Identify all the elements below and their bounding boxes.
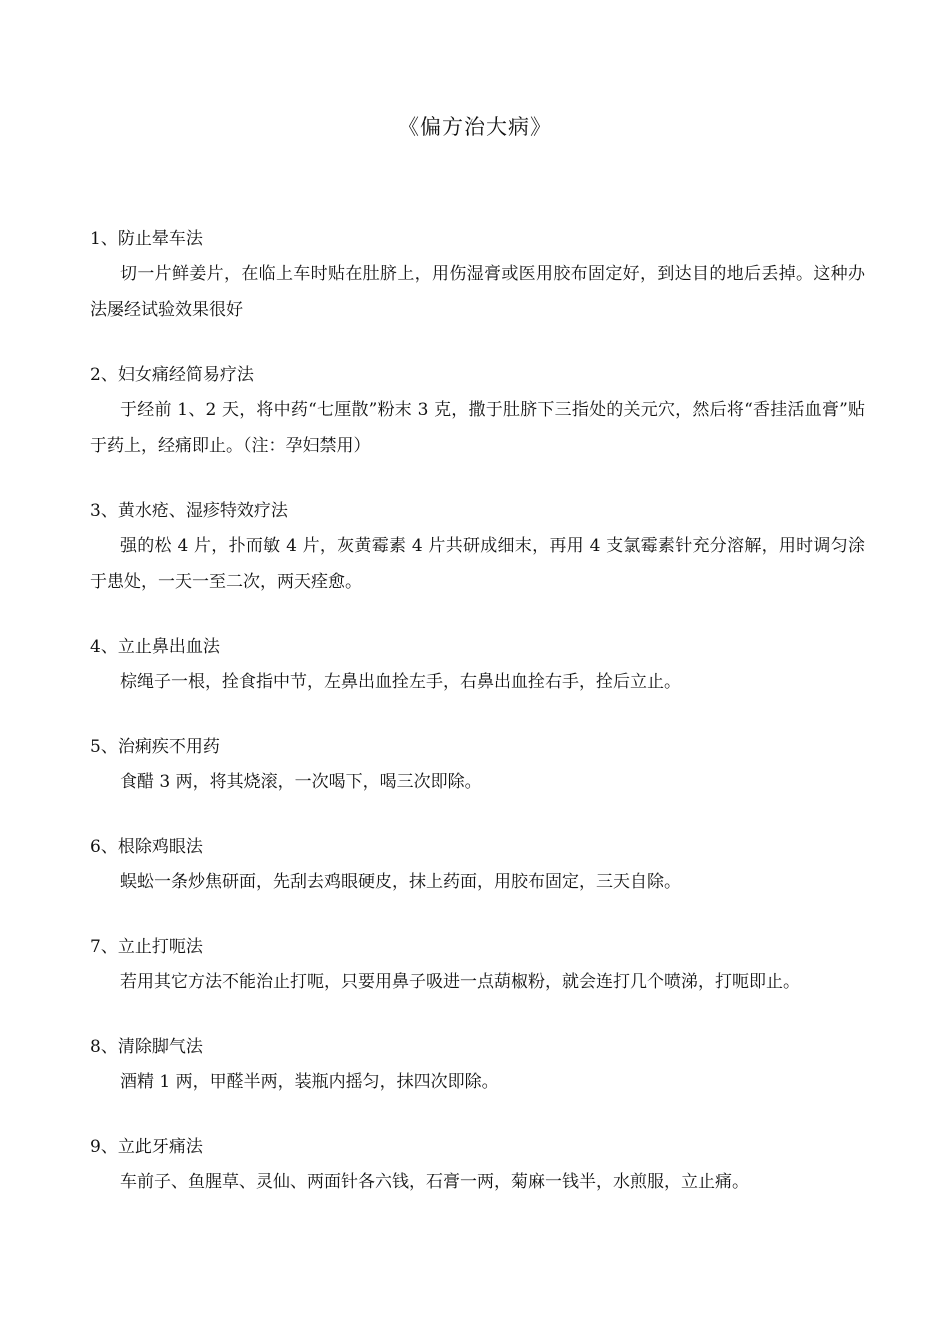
list-item — [90, 1130, 865, 1200]
entry-heading: 7、立止打呃法 — [90, 937, 203, 957]
entry-body: 蜈蚣一条炒焦研面，先刮去鸡眼硬皮，抹上药面，用胶布固定，三天自除。 — [120, 872, 681, 892]
entry-heading: 6、根除鸡眼法 — [90, 837, 203, 857]
entry-body: 切一片鲜姜片，在临上车时贴在肚脐上，用伤湿膏或医用胶布固定好，到达目的地后丢掉。这种办法屡经试验效果很好 — [90, 264, 865, 320]
remedy-list — [90, 222, 865, 1230]
entry-body: 棕绳子一根，拴食指中节，左鼻出血拴左手，右鼻出血拴右手，拴后立止。 — [120, 672, 681, 692]
entry-heading: 3、黄水疮、湿疹特效疗法 — [90, 501, 288, 521]
entry-body: 车前子、鱼腥草、灵仙、两面针各六钱，石膏一两，菊麻一钱半，水煎服，立止痛。 — [120, 1172, 749, 1192]
list-item — [90, 830, 865, 900]
list-item — [90, 358, 865, 464]
list-item — [90, 494, 865, 600]
list-item — [90, 222, 865, 328]
list-item — [90, 730, 865, 800]
list-item — [90, 630, 865, 700]
entry-body: 若用其它方法不能治止打呃，只要用鼻子吸进一点葫椒粉，就会连打几个喷涕，打呃即止。 — [120, 972, 800, 992]
entry-body: 食醋 3 两，将其烧滚，一次喝下，喝三次即除。 — [120, 772, 482, 792]
entry-body: 强的松 4 片，扑而敏 4 片，灰黄霉素 4 片共研成细末，再用 4 支氯霉素针充分溶解，用时调匀涂于患处，一天一至二次，两天痊愈。 — [90, 536, 865, 592]
entry-heading: 8、清除脚气法 — [90, 1037, 203, 1057]
entry-heading: 1、防止晕车法 — [90, 229, 203, 249]
list-item — [90, 930, 865, 1000]
entry-heading: 5、治痢疾不用药 — [90, 737, 220, 757]
entry-heading: 2、妇女痛经简易疗法 — [90, 365, 254, 385]
page-title: 《偏方治大病》 — [398, 115, 552, 139]
entry-heading: 4、立止鼻出血法 — [90, 637, 220, 657]
list-item — [90, 1030, 865, 1100]
entry-heading: 9、立此牙痛法 — [90, 1137, 203, 1157]
entry-body: 于经前 1、2 天，将中药“七厘散”粉末 3 克，撒于肚脐下三指处的关元穴，然后将“香挂活血膏”贴于药上，经痛即止。（注：孕妇禁用） — [90, 400, 865, 456]
entry-body: 酒精 1 两，甲醛半两，装瓶内摇匀，抹四次即除。 — [120, 1072, 499, 1092]
